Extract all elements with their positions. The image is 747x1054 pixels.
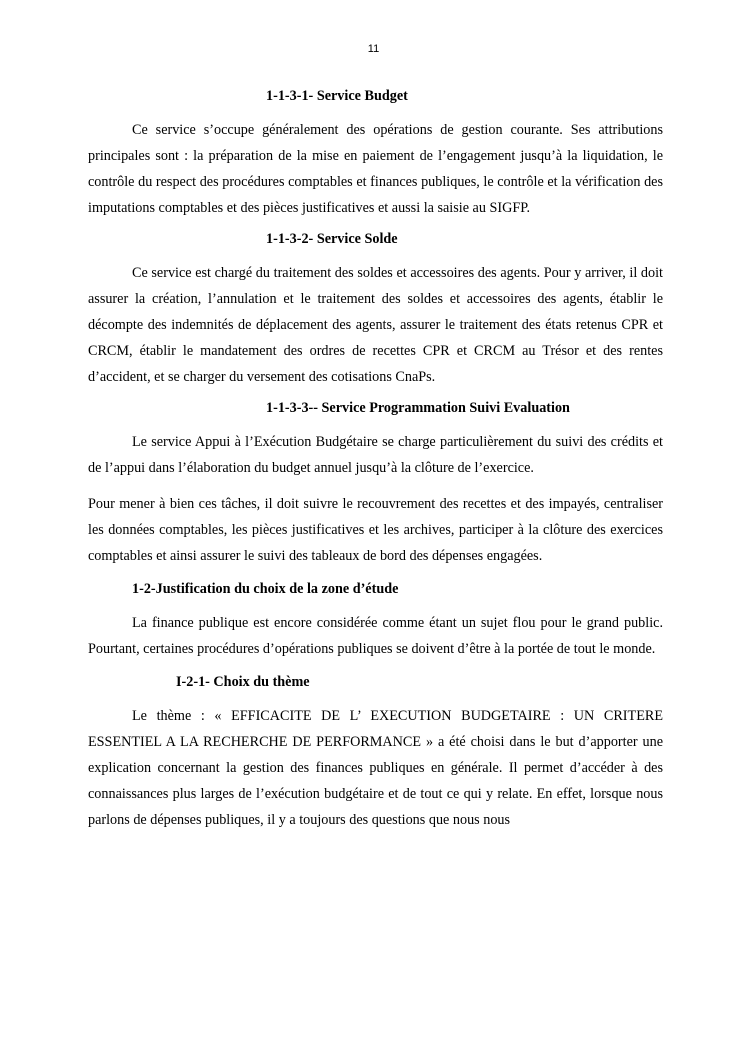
heading-service-budget: 1-1-3-1- Service Budget: [266, 88, 408, 104]
paragraph-programmation-2: Pour mener à bien ces tâches, il doit suivre le recouvrement des recettes et des impayés, centraliser les données comptables, les pièces justificatives et les archives, participer à la clôture des exercices comptables et ainsi assurer le suivi des tableaux de bord des dépenses engagées.: [88, 496, 663, 564]
paragraph-choix-du-theme: Le thème : « EFFICACITE DE L’ EXECUTION BUDGETAIRE : UN CRITERE ESSENTIEL A LA RECHERCHE DE PERFORMANCE » a été choisi dans le but d’apporter une explication concernant la gestion des finances publiques en générale. Il permet d’accéder à des connaissances plus larges de l’exécution budgétaire et de tout ce qui y relate. En effet, lorsque nous parlons de dépenses publiques, il y a toujours des questions que nous nous: [88, 708, 663, 828]
document-body: [88, 86, 663, 833]
paragraph-service-solde: Ce service est chargé du traitement des soldes et accessoires des agents. Pour y arriver, il doit assurer la création, l’annulation et le traitement des soldes et accessoires des agents, établir le décompte des indemnités de déplacement des agents, assurer le traitement des états retenus CPR et CRCM, établir le mandatement des ordres de recettes CPR et CRCM au Trésor et des rentes d’accident, et se charger du versement des cotisations CnaPs.: [88, 265, 663, 385]
paragraph-justification: La finance publique est encore considérée comme étant un sujet flou pour le grand public. Pourtant, certaines procédures d’opérations publiques se doivent d’être à la portée de tout le monde.: [88, 615, 663, 657]
heading-choix-du-theme: I-2-1- Choix du thème: [176, 674, 310, 690]
heading-justification: 1-2-Justification du choix de la zone d’étude: [132, 581, 399, 597]
paragraph-service-budget: Ce service s’occupe généralement des opérations de gestion courante. Ses attributions principales sont : la préparation de la mise en paiement de l’engagement jusqu’à la liquidation, le contrôle du respect des procédures comptables et finances publiques, le contrôle et la vérification des imputations comptables et des pièces justificatives et aussi la saisie au SIGFP.: [88, 122, 663, 216]
page-number: 11: [367, 43, 380, 55]
heading-service-programmation: 1-1-3-3-- Service Programmation Suivi Evaluation: [266, 400, 570, 416]
paragraph-programmation-1: Le service Appui à l’Exécution Budgétaire se charge particulièrement du suivi des crédits et de l’appui dans l’élaboration du budget annuel jusqu’à la clôture de l’exercice.: [88, 434, 663, 476]
heading-service-solde: 1-1-3-2- Service Solde: [266, 231, 398, 247]
